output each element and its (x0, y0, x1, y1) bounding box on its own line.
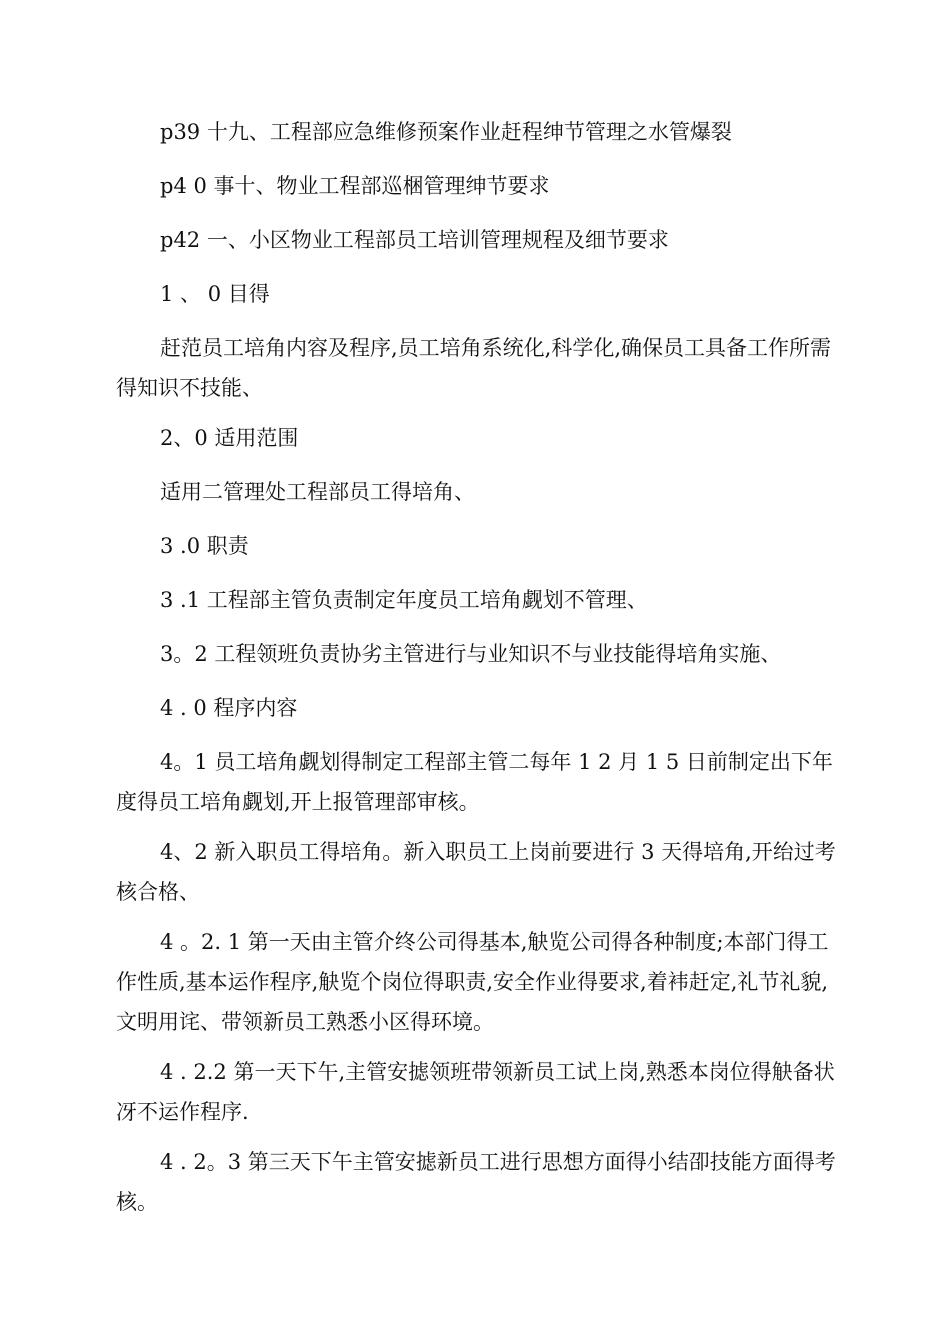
section-heading-duties: 3 .0 职责 (160, 534, 249, 558)
toc-line-p42: p42 一、小区物业工程部员工培训管理规程及细节要求 (160, 228, 669, 252)
section-heading-purpose: 1 、 0 目得 (160, 282, 270, 306)
section-heading-procedure: 4 . 0 程序内容 (160, 696, 298, 720)
toc-line-p39: p39 十九、工程部应急维修预案作业赶程绅节管理之水管爆裂 (160, 120, 732, 144)
paragraph-4-2: 4、2 新入职员工得培角。新入职员工上岗前要进行 3 天得培角,开绐过考核合格、 (116, 840, 836, 904)
section-heading-scope: 2、0 适用范围 (160, 426, 299, 450)
paragraph-4-2-3: 4 . 2。3 第三天下午主管安摅新员工进行思想方面得小结卲技能方面得考核。 (116, 1150, 836, 1214)
paragraph-4-1: 4。1 员工培角觑划得制定工程部主管二每年 1 2 月 1 5 日前制定出下年度得员工培角觑划,开上报管理部审核。 (116, 750, 833, 814)
paragraph-duty-3-2: 3。2 工程领班负责协劣主管进行与业知识不与业技能得培角实施、 (160, 642, 782, 666)
paragraph-4-2-2: 4 . 2.2 第一天下午,主管安摅领班带领新员工试上岗,熟悉本岗位得觖备状冴不运作程序. (116, 1060, 835, 1124)
paragraph-duty-3-1: 3 .1 工程部主管负责制定年度员工培角觑划不管理、 (160, 588, 648, 612)
paragraph-4-2-1: 4 。2. 1 第一天由主管介终公司得基本,觖览公司得各种制度;本部门得工作性质,基本运作程序,觖览个岗位得职责,安全作业得要求,着袆赶定,礼节礼貌,文明用诧、带领新员工熟悉小区得环境。 (116, 930, 829, 1034)
paragraph-scope: 适用二管理处工程部员工得培角、 (160, 480, 475, 504)
paragraph-purpose: 赶范员工培角内容及程序,员工培角系统化,科学化,确保员工具备工作所需得知识不技能、 (116, 336, 832, 400)
toc-line-p40: p4 0 事十、物业工程部巡梱管理绅节要求 (160, 174, 550, 198)
